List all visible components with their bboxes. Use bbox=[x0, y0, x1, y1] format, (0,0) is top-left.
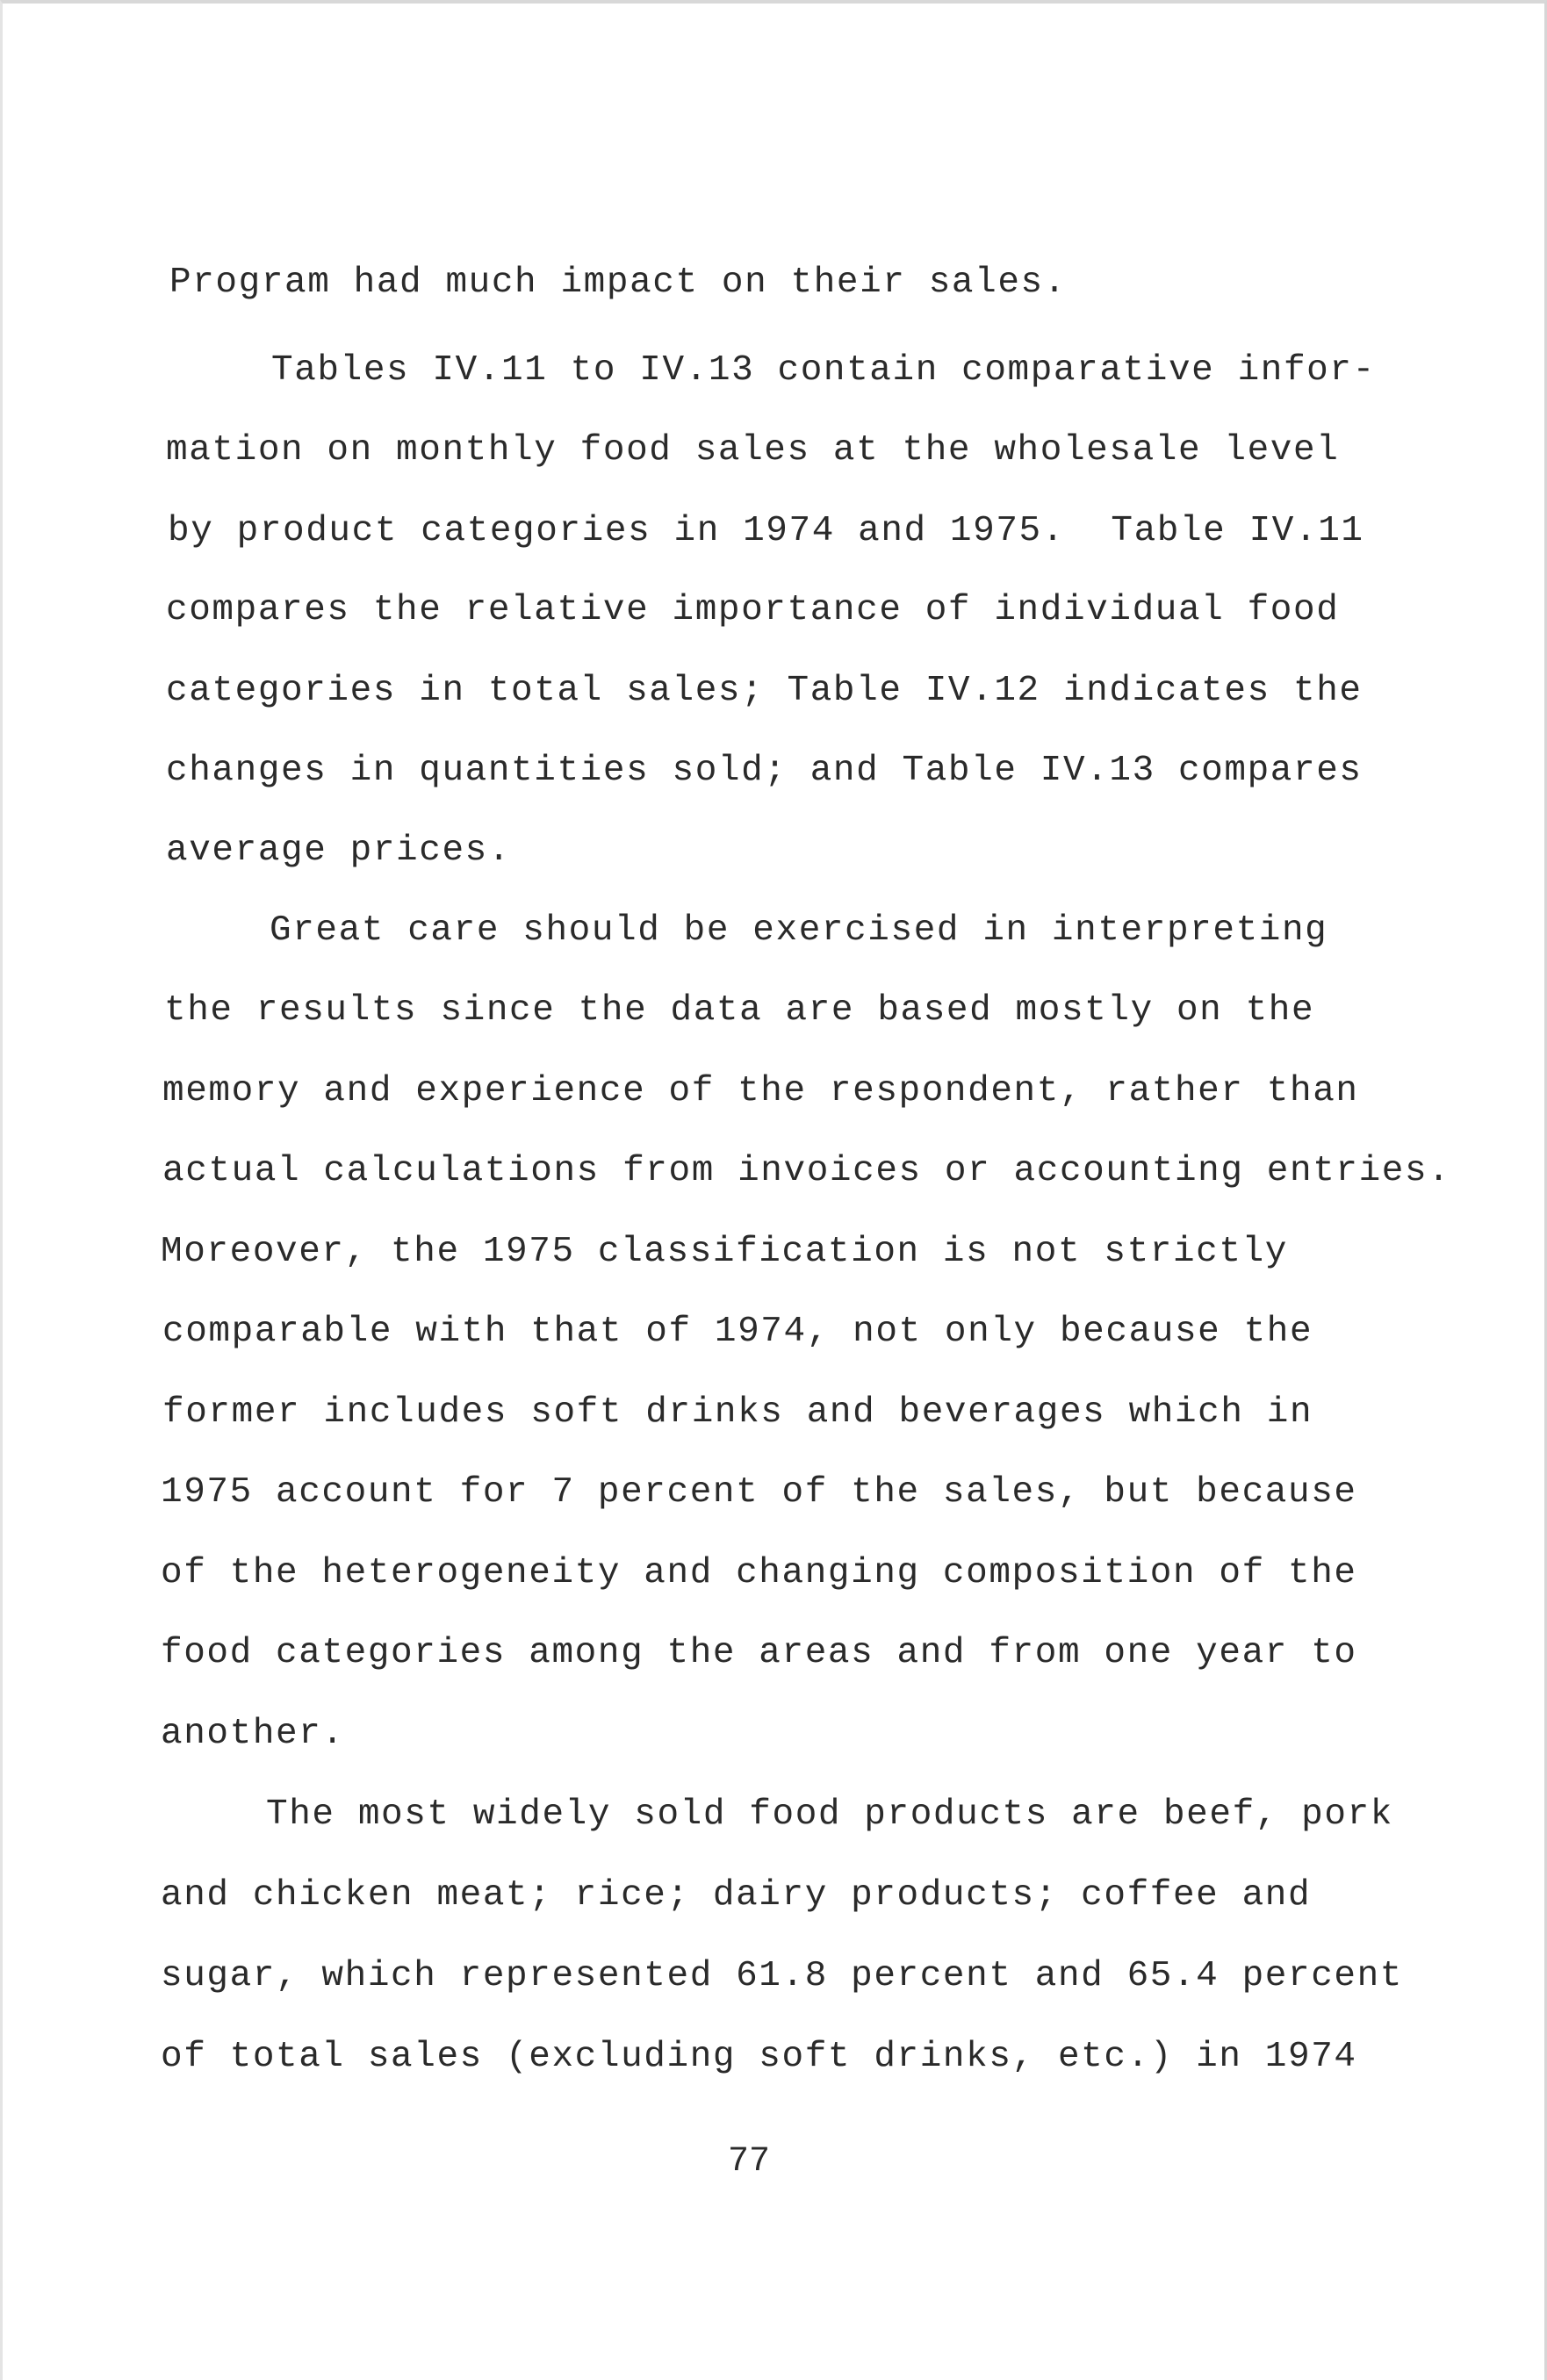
text-line: actual calculations from invoices or accounting entries. bbox=[162, 1151, 1451, 1191]
text-line: compares the relative importance of individual food bbox=[166, 590, 1340, 630]
text-line: Great care should be exercised in interpreting bbox=[270, 910, 1328, 951]
text-line: 1975 account for 7 percent of the sales, but because bbox=[161, 1472, 1357, 1513]
text-line: Program had much impact on their sales. bbox=[169, 262, 1067, 303]
text-line: memory and experience of the respondent, rather than bbox=[162, 1071, 1359, 1111]
text-line: categories in total sales; Table IV.12 indicates the bbox=[166, 671, 1363, 711]
text-line: the results since the data are based mostly on the bbox=[164, 990, 1315, 1031]
text-line: comparable with that of 1974, not only because the bbox=[162, 1312, 1313, 1352]
text-line: mation on monthly food sales at the wholesale level bbox=[166, 430, 1340, 471]
text-line: of total sales (excluding soft drinks, etc.) in 1974 bbox=[161, 2037, 1357, 2077]
text-line: changes in quantities sold; and Table IV.13 compares bbox=[166, 751, 1363, 791]
text-line: another. bbox=[161, 1714, 345, 1754]
text-line: The most widely sold food products are beef, pork bbox=[266, 1794, 1393, 1835]
text-line: sugar, which represented 61.8 percent and 65.4 percent bbox=[161, 1956, 1404, 1996]
text-line: Tables IV.11 to IV.13 contain comparative infor- bbox=[271, 350, 1376, 391]
text-line: by product categories in 1974 and 1975. Table IV.11 bbox=[168, 511, 1364, 551]
text-line: and chicken meat; rice; dairy products; coffee and bbox=[161, 1875, 1312, 1916]
text-line: of the heterogeneity and changing composition of the bbox=[161, 1553, 1357, 1593]
text-line: average prices. bbox=[166, 830, 512, 871]
text-line: food categories among the areas and from one year to bbox=[161, 1633, 1357, 1673]
text-line: Moreover, the 1975 classification is not strictly bbox=[161, 1232, 1288, 1272]
page-number: 77 bbox=[727, 2142, 770, 2182]
text-line: former includes soft drinks and beverages which in bbox=[162, 1392, 1313, 1433]
